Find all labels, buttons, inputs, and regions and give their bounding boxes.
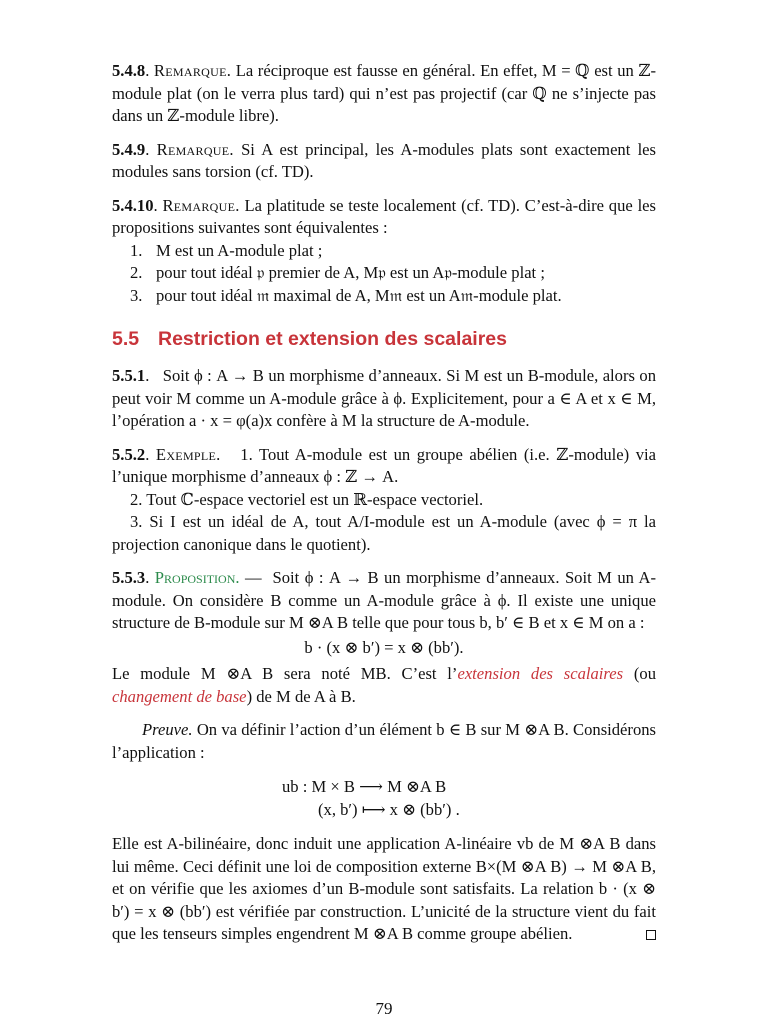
list-item: 1. M est un A-module plat ; bbox=[130, 240, 323, 260]
proof-text-2: Elle est A-bilinéaire, donc induit une application A-linéaire vb de M ⊗A B dans lui même. Ceci définit une loi de composition externe B×(M ⊗A B) → M ⊗A B, et on vérifie que les axiomes d’un B-module sont satisfaits. La relation b · (x ⊗ b′) = x ⊗ (bb′) est vérifiée par construction. L’unicité de la structure vient du fait que les tenseurs simples engendrent M ⊗A B comme groupe abélien. bbox=[112, 834, 656, 943]
remark-number: 5.4.10 bbox=[112, 195, 154, 215]
proof-text-2-wrap bbox=[112, 833, 656, 946]
example-5-5-2 bbox=[112, 444, 656, 557]
term-changement-de-base: changement de base bbox=[112, 686, 247, 706]
proposition-text: Soit ϕ : A → B un morphisme d’anneaux. Soit M un A-module. On considère B comme un A-module grâce à ϕ. Il existe une unique structure de B-module sur M ⊗A B telle que pour tous b, b′ ∈ B et x ∈ M on a : bbox=[112, 568, 657, 632]
list-item: 2. pour tout idéal 𝔭 premier de A, M𝔭 est un A𝔭-module plat ; bbox=[130, 263, 545, 282]
proof-text-1: On va définir l’action d’un élément b ∈ B sur M ⊗A B. Considérons l’application : bbox=[112, 720, 656, 762]
remark-5-4-9: 5.4.9. Remarque. Si A est principal, les A-modules plats sont exactement les modules sans torsion (cf. TD). bbox=[112, 139, 657, 181]
proposition-dash: — bbox=[244, 568, 262, 587]
equivalence-list bbox=[112, 240, 656, 308]
proof-block bbox=[112, 719, 656, 946]
example-first-line: 5.5.2. Exemple. 1. Tout A-module est un groupe abélien (i.e. ℤ-module) via l’unique morphisme d’anneaux ϕ : ℤ → A. bbox=[112, 444, 656, 486]
remark-5-4-8: 5.4.8. Remarque. La réciproque est fausse en général. En effet, M = ℚ est un ℤ-module plat (on le verra plus tard) qui n’est pas projectif (car ℚ ne s’injecte pas dans un ℤ-module libre). bbox=[112, 61, 656, 125]
proposition-label: Proposition. bbox=[154, 568, 240, 587]
page-number: 79 bbox=[375, 999, 393, 1018]
example-item-2: 2. Tout ℂ-espace vectoriel est un ℝ-espace vectoriel. bbox=[130, 489, 484, 509]
remark-label: Remarque. bbox=[156, 139, 234, 159]
remark-label: Remarque. bbox=[153, 61, 232, 80]
remark-text: La réciproque est fausse en général. En effet, M = ℚ est un ℤ-module plat (on le verra plus tard) qui n’est pas projectif (car ℚ ne s’injecte pas dans un ℤ-module libre). bbox=[112, 61, 656, 125]
remark-number: 5.4.9 bbox=[112, 139, 146, 159]
remark-label: Remarque. bbox=[162, 195, 240, 215]
qed-square-icon bbox=[646, 930, 656, 940]
term-extension-des-scalaires: extension des scalaires bbox=[457, 664, 624, 683]
remark-text: La platitude se teste localement (cf. TD). C’est-à-dire que les propositions suivantes sont équivalentes : bbox=[112, 195, 656, 237]
section-title: Restriction et extension des scalaires bbox=[158, 328, 507, 350]
proposition-definition: Le module M ⊗A B sera noté MB. C’est l’extension des scalaires (ou changement de base) de M de A à B. bbox=[112, 664, 656, 706]
example-number: 5.5.2 bbox=[112, 444, 146, 464]
example-item-3-wrap bbox=[112, 511, 656, 556]
map-line-1: ub : M × B ⟶ M ⊗A B bbox=[282, 777, 447, 796]
proof-intro bbox=[112, 719, 656, 764]
paragraph-5-5-1: 5.5.1. Soit ϕ : A → B un morphisme d’anneaux. Si M est un B-module, alors on peut voir M comme un A-module grâce à ϕ. Explicitement, pour a ∈ A et x ∈ M, l’opération a · x = φ(a)x confère à M la structure de A-module. bbox=[112, 366, 657, 430]
example-item-3: 3. Si I est un idéal de A, tout A/I-module est un A-module (avec ϕ = π la projection canonique dans le quotient). bbox=[112, 512, 656, 554]
paragraph-text: Soit ϕ : A → B un morphisme d’anneaux. Si M est un B-module, alors on peut voir M comme un A-module grâce à ϕ. Explicitement, pour a ∈ A et x ∈ M, l’opération a · x = φ(a)x confère à M la structure de A-module. bbox=[112, 366, 657, 430]
page-content bbox=[112, 60, 656, 946]
section-heading bbox=[112, 327, 656, 351]
proposition-number: 5.5.3 bbox=[112, 568, 146, 587]
remark-number: 5.4.8 bbox=[112, 61, 146, 80]
map-line-2: (x, b′) ⟼ x ⊗ (bb′) . bbox=[318, 799, 460, 819]
proof-label: Preuve. bbox=[142, 720, 193, 739]
list-item: 3. pour tout idéal 𝔪 maximal de A, M𝔪 est un A𝔪-module plat. bbox=[130, 285, 562, 305]
example-label: Exemple. bbox=[155, 444, 221, 464]
remark-5-4-10: 5.4.10. Remarque. La platitude se teste localement (cf. TD). C’est-à-dire que les propositions suivantes sont équivalentes : bbox=[112, 195, 656, 237]
map-display bbox=[112, 776, 656, 821]
remark-text: Si A est principal, les A-modules plats sont exactement les modules sans torsion (cf. TD). bbox=[112, 139, 657, 181]
example-item-1: 1. Tout A-module est un groupe abélien (i.e. ℤ-module) via l’unique morphisme d’anneaux ϕ : ℤ → A. bbox=[112, 444, 656, 486]
section-number: 5.5 bbox=[112, 328, 140, 350]
proposition-statement: 5.5.3. Proposition. — Soit ϕ : A → B un morphisme d’anneaux. Soit M un A-module. On considère B comme un A-module grâce à ϕ. Il existe une unique structure de B-module sur M ⊗A B telle que pour tous b, b′ ∈ B et x ∈ M on a : bbox=[112, 568, 657, 632]
proposition-equation: b · (x ⊗ b′) = x ⊗ (bb′). bbox=[304, 637, 464, 657]
paragraph-number: 5.5.1 bbox=[112, 366, 146, 385]
proposition-5-5-3 bbox=[112, 567, 656, 708]
